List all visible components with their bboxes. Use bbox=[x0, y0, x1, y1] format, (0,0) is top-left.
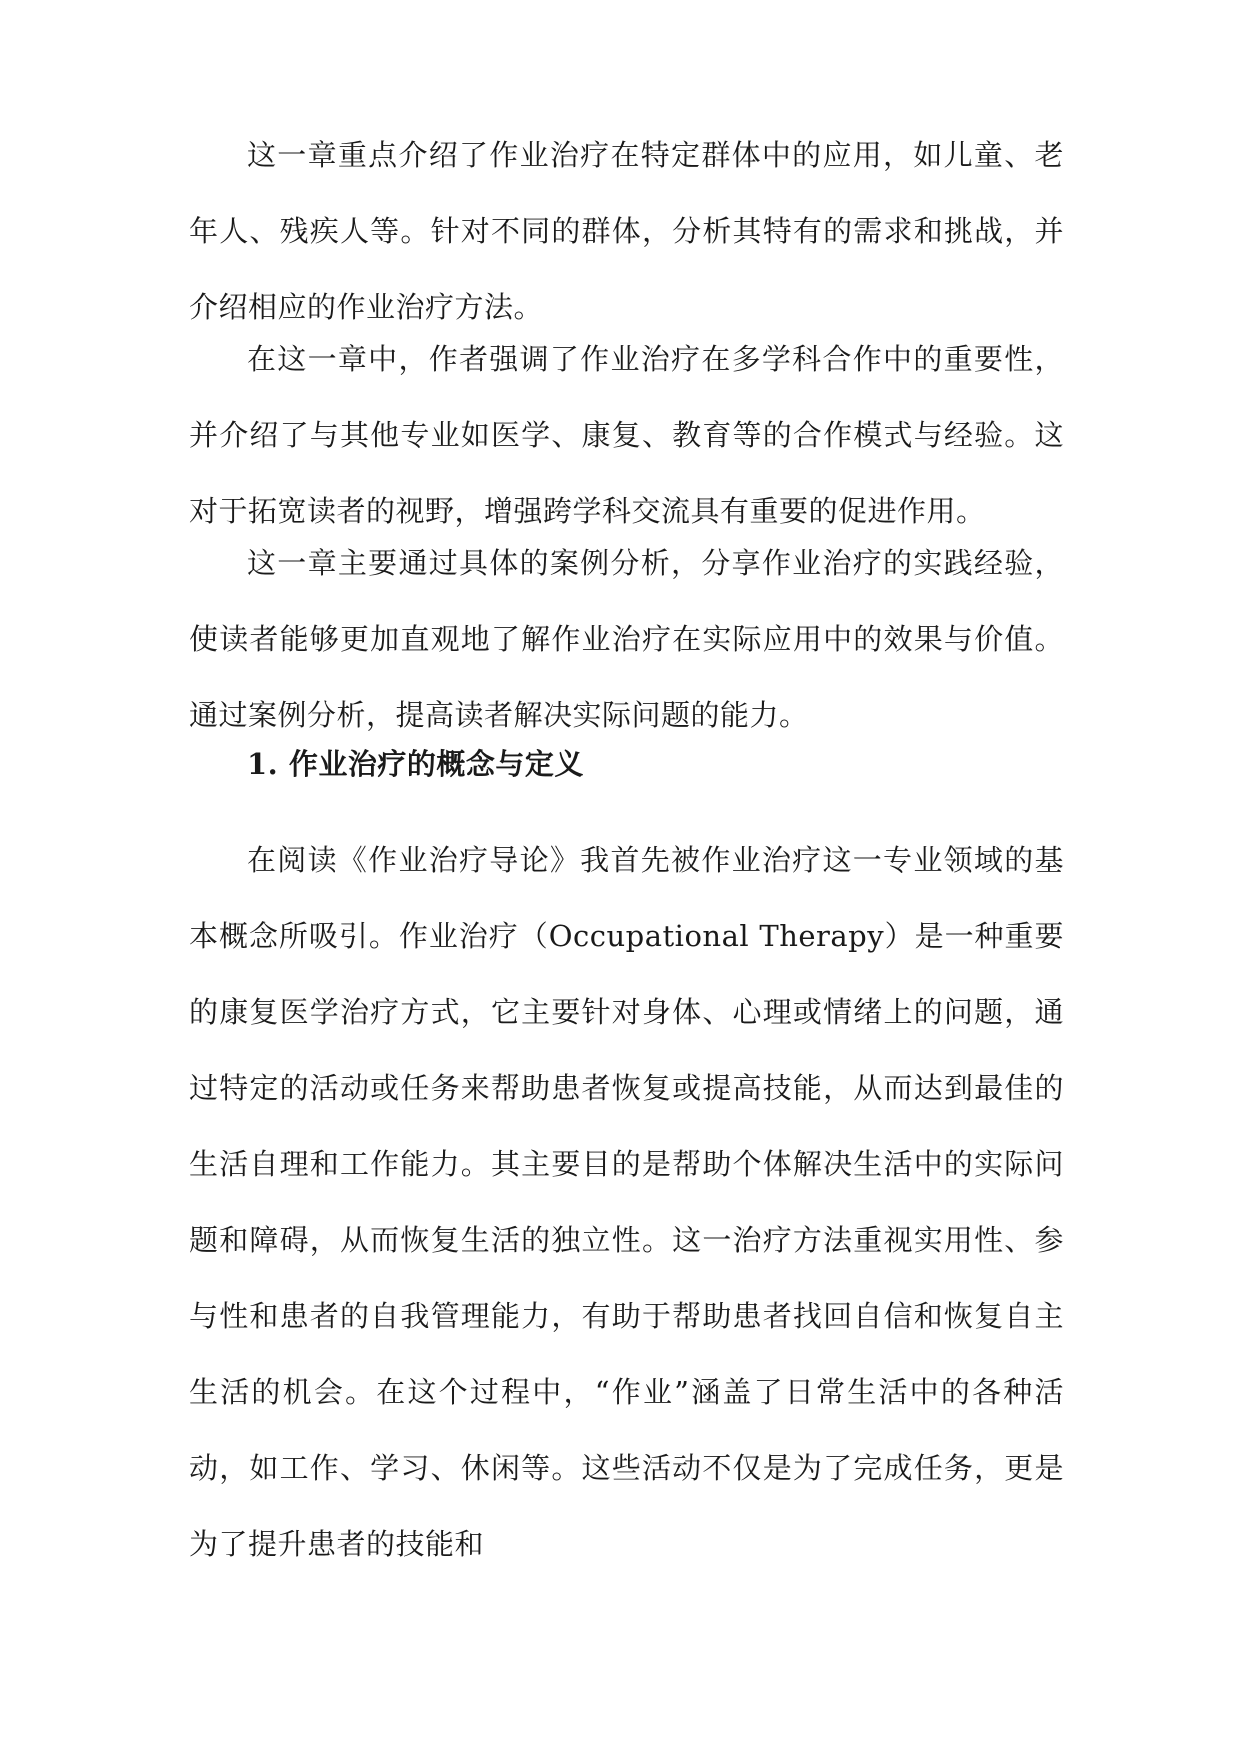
paragraph-multidisciplinary: 在这一章中，作者强调了作业治疗在多学科合作中的重要性，并介绍了与其他专业如医学、康复、教育等的合作模式与经验。这对于拓宽读者的视野，增强跨学科交流具有重要的促进作用。 bbox=[189, 342, 1064, 528]
paragraph-special-groups: 这一章重点介绍了作业治疗在特定群体中的应用，如儿童、老年人、残疾人等。针对不同的群体，分析其特有的需求和挑战，并介绍相应的作业治疗方法。 bbox=[189, 138, 1064, 324]
paragraph-case-analysis: 这一章主要通过具体的案例分析，分享作业治疗的实践经验，使读者能够更加直观地了解作业治疗在实际应用中的效果与价值。通过案例分析，提高读者解决实际问题的能力。 bbox=[189, 546, 1064, 732]
paragraph-ot-definition: 在阅读《作业治疗导论》我首先被作业治疗这一专业领域的基本概念所吸引。作业治疗（Occupational Therapy）是一种重要的康复医学治疗方式，它主要针对身体、心理或情绪上的问题，通过特定的活动或任务来帮助患者恢复或提高技能，从而达到最佳的生活自理和工作能力。其主要目的是帮助个体解决生活中的实际问题和障碍，从而恢复生活的独立性。这一治疗方法重视实用性、参与性和患者的自我管理能力，有助于帮助患者找回自信和恢复自主生活的机会。在这个过程中，“作业”涵盖了日常生活中的各种活动，如工作、学习、休闲等。这些活动不仅是为了完成任务，更是为了提升患者的技能和 bbox=[189, 843, 1064, 1561]
section-heading: 1. 作业治疗的概念与定义 bbox=[247, 747, 584, 781]
